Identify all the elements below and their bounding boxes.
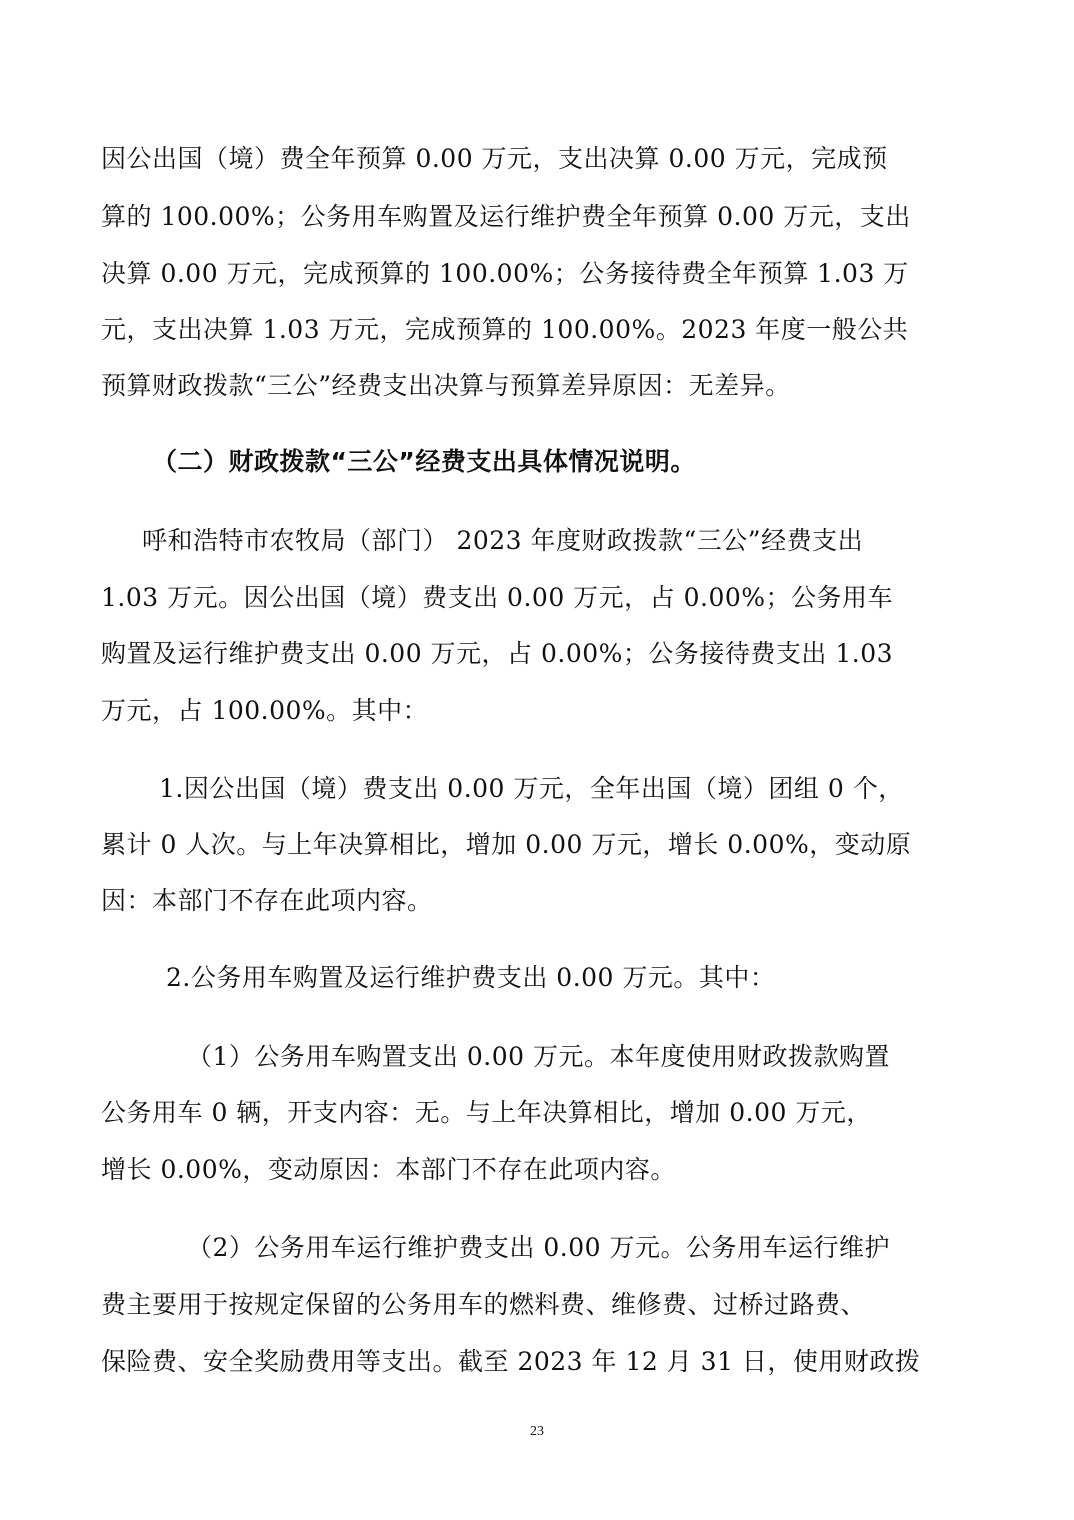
page-number: 23: [530, 1424, 544, 1439]
section-heading: （二）财政拨款“三公”经费支出具体情况说明。: [152, 447, 696, 476]
paragraph-line: 1.03 万元。因公出国（境）费支出 0.00 万元，占 0.00%；公务用车: [101, 583, 894, 612]
paragraph-line: 购置及运行维护费支出 0.00 万元，占 0.00%；公务接待费支出 1.03: [101, 639, 894, 668]
paragraph-line: 累计 0 人次。与上年决算相比，增加 0.00 万元，增长 0.00%，变动原: [101, 830, 912, 859]
paragraph-line: 公务用车 0 辆，开支内容：无。与上年决算相比，增加 0.00 万元，: [101, 1098, 872, 1127]
paragraph-line: 增长 0.00%，变动原因：本部门不存在此项内容。: [101, 1155, 676, 1184]
paragraph-line: 呼和浩特市农牧局（部门） 2023 年度财政拨款“三公”经费支出: [142, 526, 864, 555]
paragraph-line: 预算财政拨款“三公”经费支出决算与预算差异原因：无差异。: [101, 371, 791, 400]
paragraph-line: 费主要用于按规定保留的公务用车的燃料费、维修费、过桥过路费、: [101, 1290, 867, 1319]
paragraph-line: 算的 100.00%；公务用车购置及运行维护费全年预算 0.00 万元，支出: [101, 202, 911, 231]
list-item-line: （1）公务用车购置支出 0.00 万元。本年度使用财政拨款购置: [187, 1042, 890, 1071]
paragraph-line: 因公出国（境）费全年预算 0.00 万元，支出决算 0.00 万元，完成预: [101, 144, 888, 173]
list-item-line: （2）公务用车运行维护费支出 0.00 万元。公务用车运行维护: [187, 1233, 890, 1262]
paragraph-line: 万元，占 100.00%。其中：: [101, 696, 429, 725]
list-item-line: 1.因公出国（境）费支出 0.00 万元，全年出国（境）团组 0 个，: [159, 774, 904, 803]
paragraph-line: 元，支出决算 1.03 万元，完成预算的 100.00%。2023 年度一般公共: [101, 315, 909, 344]
paragraph-line: 因：本部门不存在此项内容。: [101, 886, 433, 915]
paragraph-line: 决算 0.00 万元，完成预算的 100.00%；公务接待费全年预算 1.03 万: [101, 259, 909, 288]
paragraph-line: 保险费、安全奖励费用等支出。截至 2023 年 12 月 31 日，使用财政拨: [101, 1347, 921, 1376]
list-item-line: 2.公务用车购置及运行维护费支出 0.00 万元。其中：: [166, 963, 776, 992]
